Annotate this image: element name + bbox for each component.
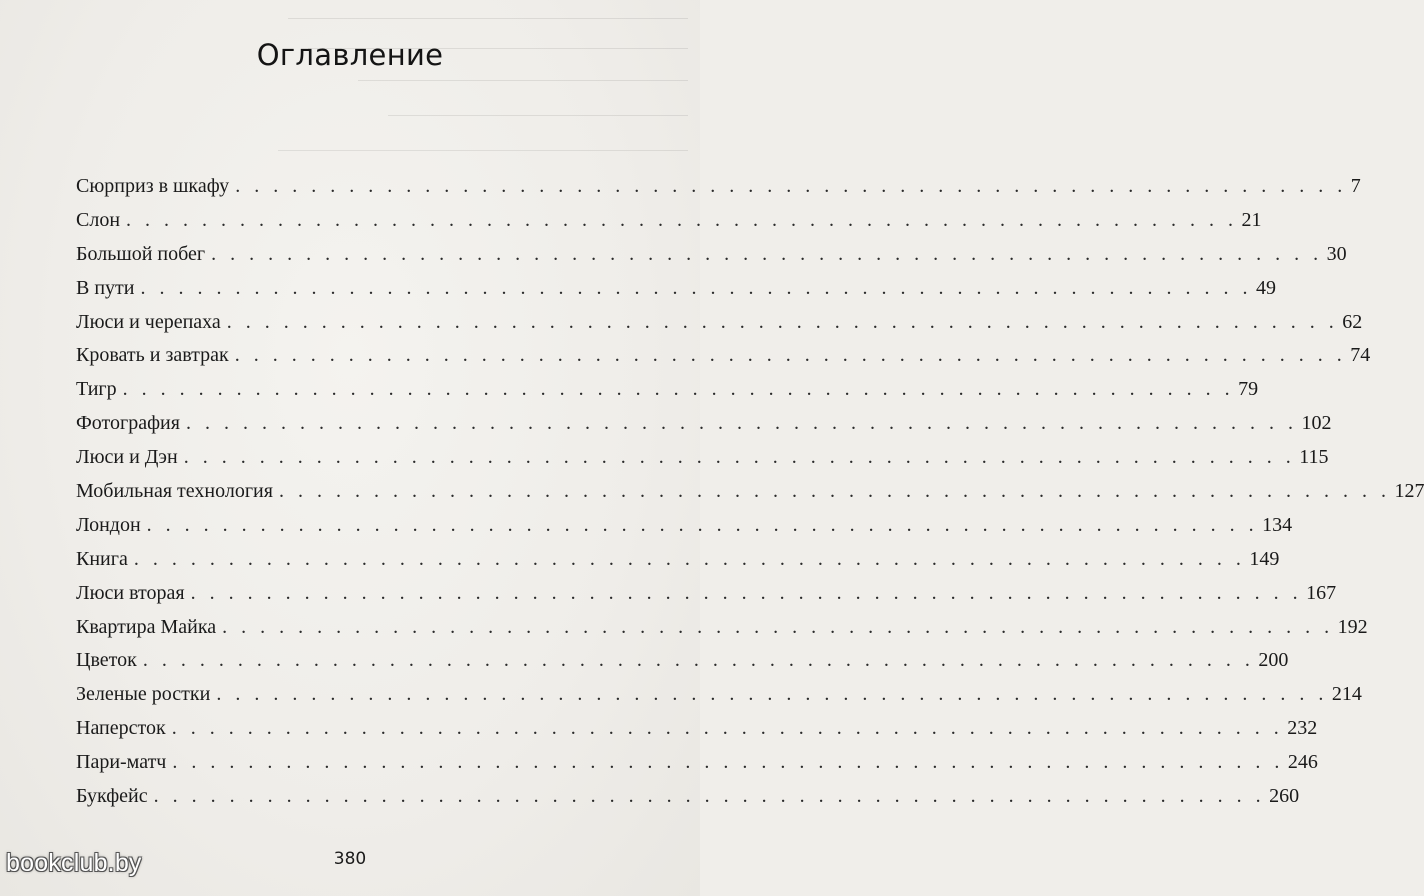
toc-entry-title: В пути xyxy=(76,276,135,299)
toc-entry-title: Лондон xyxy=(76,513,141,536)
toc-entry-title: Люси и черепаха xyxy=(76,310,221,333)
toc-entry-title: Цветок xyxy=(76,649,137,672)
toc-entry-page: 30 xyxy=(1326,242,1347,265)
toc-entry-page: 260 xyxy=(1269,785,1300,808)
toc-entry-title: Кровать и завтрак xyxy=(76,344,229,367)
dot-leader: . . . . . . . . . . . . . . . . . . . . . . . . . . . . . . . . . . . . . . . . . . . . . . . . . . . . . . . . . . . xyxy=(153,785,1266,808)
toc-entry xyxy=(76,204,1262,238)
dot-leader: . . . . . . . . . . . . . . . . . . . . . . . . . . . . . . . . . . . . . . . . . . . . . . . . . . . . . . . . . . . xyxy=(222,615,1334,638)
toc-entry-title: Книга xyxy=(76,547,128,570)
toc-entry-title: Люси и Дэн xyxy=(76,446,178,469)
dot-leader: . . . . . . . . . . . . . . . . . . . . . . . . . . . . . . . . . . . . . . . . . . . . . . . . . . . . . . . . . . . xyxy=(216,683,1328,706)
dot-leader: . . . . . . . . . . . . . . . . . . . . . . . . . . . . . . . . . . . . . . . . . . . . . . . . . . . . . . . . . . . xyxy=(278,480,1391,503)
dot-leader: . . . . . . . . . . . . . . . . . . . . . . . . . . . . . . . . . . . . . . . . . . . . . . . . . . . . . . . . . . . xyxy=(171,717,1284,740)
dot-leader: . . . . . . . . . . . . . . . . . . . . . . . . . . . . . . . . . . . . . . . . . . . . . . . . . . . . . . . . . . . xyxy=(211,242,1323,265)
toc-entry xyxy=(76,611,1368,645)
page-title: Оглавление xyxy=(256,38,444,72)
toc-entry-page: 214 xyxy=(1331,683,1362,706)
dot-leader: . . . . . . . . . . . . . . . . . . . . . . . . . . . . . . . . . . . . . . . . . . . . . . . . . . . . . . . . . . . xyxy=(172,751,1284,774)
dot-leader: . . . . . . . . . . . . . . . . . . . . . . . . . . . . . . . . . . . . . . . . . . . . . . . . . . . . . . . . . . . xyxy=(146,513,1259,536)
toc-entry xyxy=(76,475,1424,509)
show-through-text xyxy=(268,0,688,160)
toc-entry xyxy=(76,306,1363,340)
dot-leader: . . . . . . . . . . . . . . . . . . . . . . . . . . . . . . . . . . . . . . . . . . . . . . . . . . . . . . . . . . . xyxy=(235,175,1347,197)
toc-entry-page: 49 xyxy=(1256,276,1276,299)
toc-entry-page: 200 xyxy=(1258,649,1289,672)
toc-entry xyxy=(76,373,1259,407)
toc-entry-title: Фотография xyxy=(76,412,180,435)
toc-entry-title: Наперсток xyxy=(76,717,166,740)
dot-leader: . . . . . . . . . . . . . . . . . . . . . . . . . . . . . . . . . . . . . . . . . . . . . . . . . . . . . . . . . . . xyxy=(122,378,1235,401)
toc-entry-title: Сюрприз в шкафу xyxy=(76,175,230,197)
toc-entry-page: 149 xyxy=(1249,547,1280,570)
toc-entry xyxy=(76,272,1276,306)
toc-entry-title: Тигр xyxy=(76,378,117,401)
toc-entry-title: Квартира Майка xyxy=(76,615,217,638)
toc-entry-page: 246 xyxy=(1287,751,1318,774)
toc-entry-page: 192 xyxy=(1337,615,1368,638)
toc-entry xyxy=(76,644,1289,678)
dot-leader: . . . . . . . . . . . . . . . . . . . . . . . . . . . . . . . . . . . . . . . . . . . . . . . . . . . . . . . . . . . xyxy=(142,649,1255,672)
toc-entry-page: 79 xyxy=(1238,378,1259,401)
toc-entry xyxy=(76,170,1361,204)
toc-entry xyxy=(76,712,1318,746)
dot-leader: . . . . . . . . . . . . . . . . . . . . . . . . . . . . . . . . . . . . . . . . . . . . . . . . . . . . . . . . . . . xyxy=(126,208,1238,231)
toc-entry-title: Букфейс xyxy=(76,785,148,808)
toc-entry xyxy=(76,441,1329,475)
toc-entry-title: Слон xyxy=(76,208,121,231)
toc-entry-page: 167 xyxy=(1306,581,1337,604)
toc-entry-page: 134 xyxy=(1262,513,1293,536)
toc-entry xyxy=(76,543,1280,577)
toc-entry-page: 232 xyxy=(1287,717,1318,740)
page-number: 380 xyxy=(333,849,367,869)
dot-leader: . . . . . . . . . . . . . . . . . . . . . . . . . . . . . . . . . . . . . . . . . . . . . . . . . . . . . . . . . . . xyxy=(226,310,1339,333)
toc-entry xyxy=(76,509,1293,543)
dot-leader: . . . . . . . . . . . . . . . . . . . . . . . . . . . . . . . . . . . . . . . . . . . . . . . . . . . . . . . . . . . xyxy=(185,412,1298,435)
toc-entry xyxy=(76,678,1362,712)
toc-entry xyxy=(76,746,1318,780)
toc-entry-title: Большой побег xyxy=(76,242,206,265)
toc-entry-page: 102 xyxy=(1301,412,1332,435)
toc-entry-page: 21 xyxy=(1241,208,1262,231)
toc-entry xyxy=(76,780,1300,814)
toc-entry-title: Зеленые ростки xyxy=(76,683,211,706)
table-of-contents xyxy=(76,170,1424,814)
dot-leader: . . . . . . . . . . . . . . . . . . . . . . . . . . . . . . . . . . . . . . . . . . . . . . . . . . . . . . . . . . . xyxy=(183,446,1296,469)
toc-entry-title: Пари-матч xyxy=(76,751,167,774)
toc-entry-page: 127 xyxy=(1394,480,1424,503)
watermark: bookclub.by xyxy=(6,849,142,877)
dot-leader: . . . . . . . . . . . . . . . . . . . . . . . . . . . . . . . . . . . . . . . . . . . . . . . . . . . . . . . . . . . xyxy=(140,276,1252,299)
toc-entry-page: 74 xyxy=(1350,344,1371,367)
dot-leader: . . . . . . . . . . . . . . . . . . . . . . . . . . . . . . . . . . . . . . . . . . . . . . . . . . . . . . . . . . . xyxy=(234,344,1347,367)
toc-entry-title: Мобильная технология xyxy=(76,480,273,503)
dot-leader: . . . . . . . . . . . . . . . . . . . . . . . . . . . . . . . . . . . . . . . . . . . . . . . . . . . . . . . . . . . xyxy=(133,547,1246,570)
toc-entry xyxy=(76,407,1332,441)
toc-entry-page: 7 xyxy=(1350,175,1361,197)
toc-entry-title: Люси вторая xyxy=(76,581,185,604)
toc-entry xyxy=(76,238,1347,272)
toc-entry xyxy=(76,577,1337,611)
toc-entry-page: 115 xyxy=(1299,446,1329,469)
toc-entry-page: 62 xyxy=(1342,310,1363,333)
dot-leader: . . . . . . . . . . . . . . . . . . . . . . . . . . . . . . . . . . . . . . . . . . . . . . . . . . . . . . . . . . . xyxy=(190,581,1303,604)
toc-entry xyxy=(76,339,1371,373)
